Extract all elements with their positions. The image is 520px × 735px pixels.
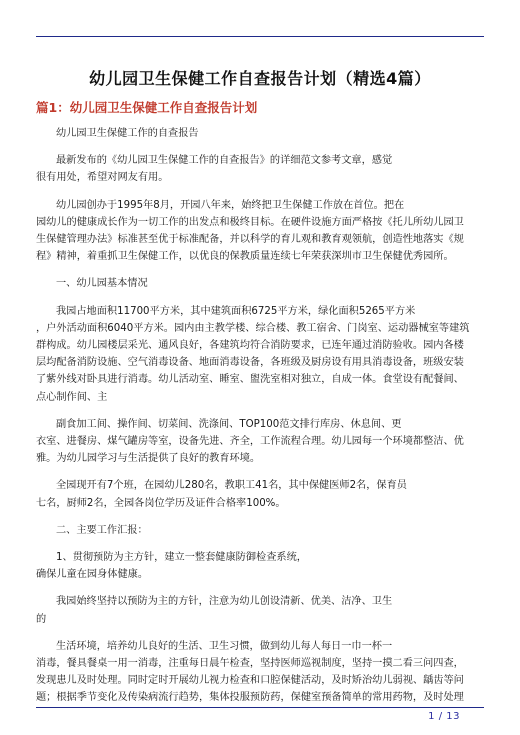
document-title: 幼儿园卫生保健工作自查报告计划（精选4篇）	[89, 69, 431, 88]
paragraph: 生活环境，培养幼儿良好的生活、卫生习惯，做到幼儿每人每日一巾一杯一 消毒，餐具餐桌一用一消毒，注重每日晨午检查，坚持医师巡视制度，坚持一摸二看三问四查， 发现患儿及时处理。同时定时开展幼儿视力检查和口腔保健活动，及时矫治幼儿弱视、龋齿等问 题；根据季节变化及传染病流行趋势，集体投服预防药，保健室预备简单的常用药物，及时处理	[36, 640, 464, 704]
section-heading: 篇1：幼儿园卫生保健工作自查报告计划	[36, 100, 258, 115]
subheading-work-report: 二、主要工作汇报：	[56, 524, 148, 536]
header-rule	[36, 36, 484, 37]
footer-rule	[36, 707, 484, 708]
paragraph: 我园占地面积11700平方米，其中建筑面积6725平方米，绿化面积5265平方米 ，户外活动面积6040平方米。园内由主教学楼、综合楼、教工宿舍、门岗室、运动器械室等建筑 群构成。幼儿园楼层采光、通风良好，各建筑均符合消防要求，已连年通过消防验收。园内各楼 层均配备消防设施、空气消毒设备、地面消毒设备，各班级及厨房设有用具消毒设备，班级安装 了紫外线对卧具进行消毒。幼儿活动室、睡室、盥洗室相对独立，自成一体。食堂设有配餐间、 点心制作间、主	[36, 305, 470, 403]
paragraph: 幼儿园卫生保健工作的自查报告	[56, 128, 199, 139]
page-indicator: 1 / 13	[428, 711, 460, 722]
paragraph: 幼儿园创办于1995年8月，开园八年来，始终把卫生保健工作放在首位。把在 园幼儿的健康成长作为一切工作的出发点和极终目标。在硬件设施方面严格按《托儿所幼儿园卫 生保健管理办法》标准甚至优于标准配备，并以科学的育儿观和教育观领航，创造性地落实《规 程》精神，着重抓卫生保健工作，以优良的保教质量连续七年荣获深圳市卫生保健优秀园所。	[36, 199, 464, 263]
paragraph: 全园现开有7个班，在园幼儿280名，教职工41名，其中保健医师2名，保育员 七名，厨师2名，全园各岗位学历及证件合格率100%。	[36, 480, 407, 509]
paragraph: 最新发布的《幼儿园卫生保健工作的自查报告》的详细范文参考文章，感觉 很有用处，希望对网友有用。	[36, 155, 393, 184]
paragraph: 副食加工间、操作间、切菜间、洗涤间、TOP100范文排行库房、休息间、更 衣室、进餐房、煤气罐房等室，设备先进、齐全，工作流程合理。幼儿园每一个环境都整洁、优 雅。为幼儿园学习与生活提供了良好的教育环境。	[36, 418, 464, 465]
paragraph: 我园始终坚持以预防为主的方针，注意为幼儿创设清新、优美、洁净、卫生 的	[36, 596, 393, 625]
subheading-basic-info: 一、幼儿园基本情况	[56, 278, 148, 290]
paragraph: 1、贯彻预防为主方针，建立一整套健康防御检查系统， 确保儿童在园身体健康。	[36, 552, 307, 581]
document-body	[36, 125, 480, 717]
